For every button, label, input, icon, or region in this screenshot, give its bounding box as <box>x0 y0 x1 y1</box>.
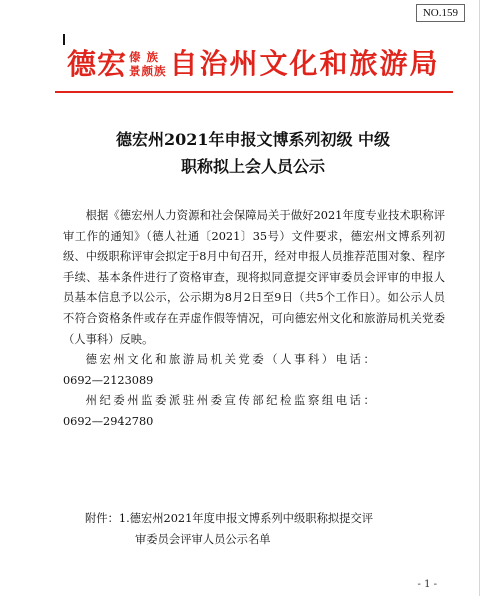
contact2-phone: 0692—2942780 <box>63 414 154 428</box>
letterhead <box>67 46 440 82</box>
letterhead-name-part2: 自治州文化和旅游局 <box>169 47 440 80</box>
contact1-phone: 0692—2123089 <box>63 373 154 387</box>
attachment-line2: 审委员会评审人员公示名单 <box>135 533 271 546</box>
document-body <box>63 206 445 433</box>
body-paragraph: 根据《德宏州人力资源和社会保障局关于做好2021年度专业技术职称评审工作的通知》（德人社通〔2021〕35号）文件要求，德宏州文博系列初级、中级职称评审会拟定于8月中旬召开，经对申报人员推荐范围对象、程序手续、基本条件进行了资格审查，现将拟同意提交评审委员会评审的申报人员基本信息予以公示，公示期为8月2日至9日（共5个工作日）。如公示人员不符合资格条件或存在弄虚作假等情况，可向德宏州文化和旅游局机关党委（人事科）反映。 <box>63 209 445 346</box>
attachment-line1: 附件：1.德宏州2021年度申报文博系列中级职称拟提交评 <box>85 512 374 525</box>
letterhead-small-stack <box>129 50 167 78</box>
letterhead-divider <box>55 91 453 93</box>
text-cursor <box>63 34 65 45</box>
contact2-label: 州纪委州监委派驻州委宣传部纪检监察组电话： <box>85 394 378 408</box>
attachment-section <box>63 508 445 550</box>
letterhead-small-bottom: 景颇族 <box>129 64 167 78</box>
letterhead-name-part1: 德宏 <box>67 47 128 81</box>
document-page <box>27 0 480 596</box>
document-number: NO.159 <box>416 4 465 22</box>
document-title-line2: 职称拟上会人员公示 <box>180 157 325 176</box>
document-title-line1: 德宏州2021年申报文博系列初级 中级 <box>115 130 391 149</box>
letterhead-small-top: 傣 族 <box>129 50 160 64</box>
page-number: - 1 - <box>417 579 437 590</box>
contact1-label: 德宏州文化和旅游局机关党委（人事科）电话： <box>85 353 378 367</box>
